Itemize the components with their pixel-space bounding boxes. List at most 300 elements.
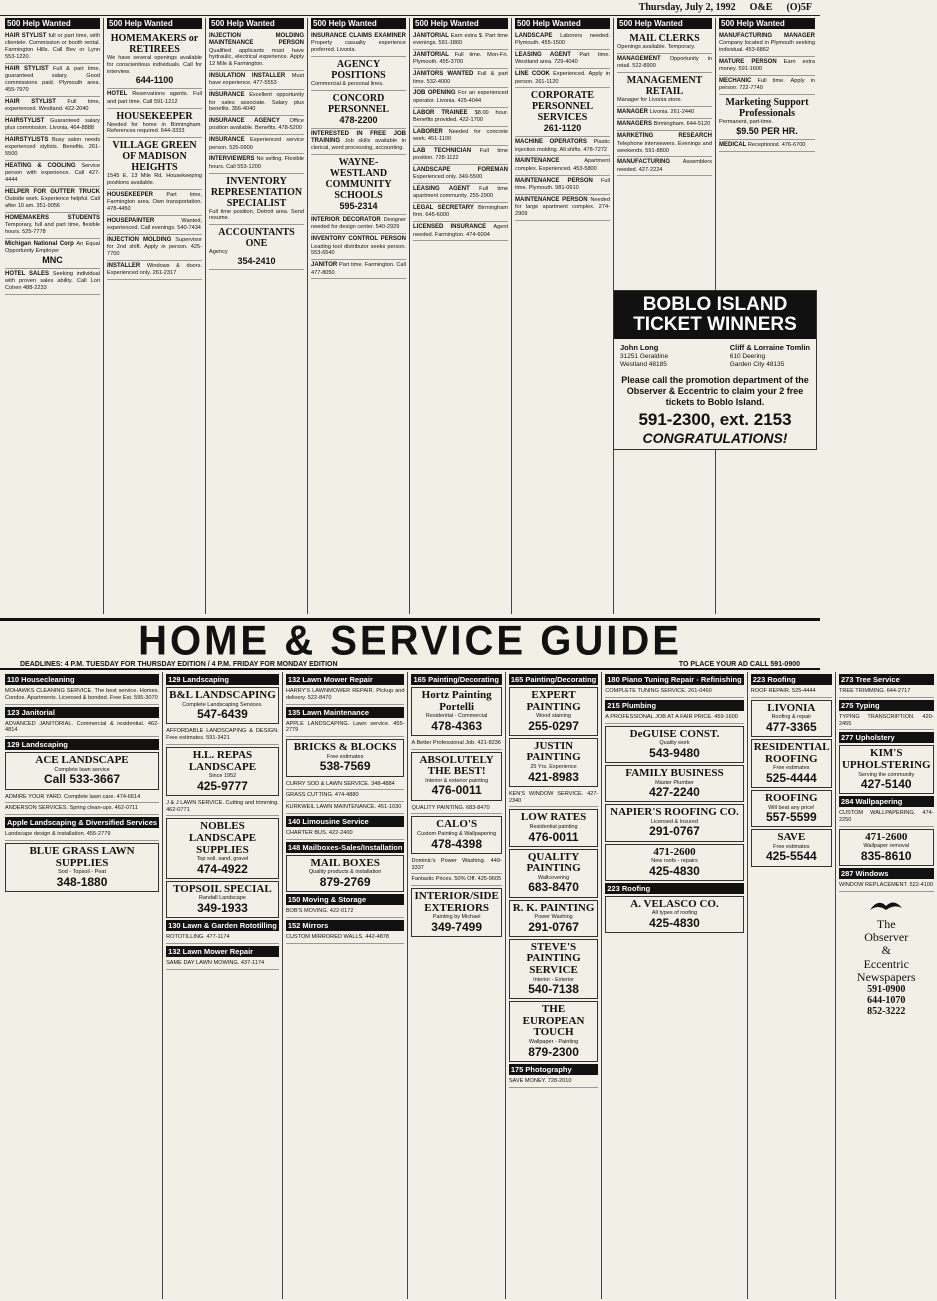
ad-headline: LANDSCAPE FOREMAN <box>413 166 508 173</box>
ad-headline: JANITORS WANTED <box>413 71 478 78</box>
display-ad-phone: Call 533-3667 <box>44 772 121 787</box>
ad-phone: 261-1120 <box>543 123 582 134</box>
service-listing: ADMIRE YOUR YARD. Complete lawn care. 474-6614 <box>5 792 159 804</box>
display-ad <box>751 739 832 788</box>
help-wanted-column <box>512 18 614 614</box>
ad-text: $8.00 hour. Benefits provided. 422-1700 <box>413 109 508 123</box>
classified-ad <box>413 108 508 127</box>
ad-headline: HAIR STYLIST <box>5 33 49 39</box>
ad-text: Busy salon needs experienced stylists. Benefits. 261-5500 <box>5 136 100 157</box>
ad-headline: HAIR STYLIST <box>5 65 53 72</box>
display-ad-phone: 291-0767 <box>649 824 700 839</box>
ad-text: Full & part time, guaranteed salary. Good commissions paid. Plymouth area. 455-7970 <box>5 65 100 93</box>
service-listing: MOHAWKS CLEANING SERVICE. The best service. Homes. Condos. Apartments. Licensed & bonded. Free Est. 595-3070 <box>5 686 159 705</box>
classified-ad <box>107 31 202 89</box>
classified-ad <box>209 174 304 226</box>
ad-display-title: CONCORD PERSONNEL <box>327 92 390 115</box>
service-listing: A PROFESSIONAL JOB AT A FAIR PRICE. 459-1600 <box>605 712 743 724</box>
ad-headline: MANAGERS <box>617 121 654 128</box>
display-ad-phone: 425-4830 <box>649 916 700 931</box>
classified-ad <box>617 31 712 54</box>
winner-2-name: Cliff & Lorraine Tomlin <box>729 342 810 352</box>
service-guide-column <box>748 672 836 1299</box>
classified-ad <box>719 76 815 95</box>
display-ad <box>5 843 159 892</box>
classified-ad <box>311 129 406 155</box>
display-ad-phone: 478-4398 <box>431 836 482 851</box>
header-page: (O)5F <box>786 2 812 13</box>
display-ad <box>509 1001 598 1061</box>
classified-ad <box>617 107 712 119</box>
ad-text: Permanent, part-time. <box>719 119 774 126</box>
display-ad <box>751 700 832 737</box>
section-heading: 500 Help Wanted <box>5 18 100 29</box>
ad-headline: INJECTION MOLDING <box>107 236 176 243</box>
display-ad-text: Wood staining <box>536 713 571 720</box>
classified-ad <box>311 260 406 279</box>
classified-ad <box>719 95 815 140</box>
display-ad-phone: 525-4444 <box>765 770 817 785</box>
ad-text: Temporary, full and part time, flexible hours. 525-7778 <box>5 221 100 235</box>
ad-text: Outside work. Experience helpful. Call after 10 am. 351-9056 <box>5 195 100 209</box>
service-guide-section <box>2 672 934 1299</box>
ad-text: Service person with experience. Call 427-4444 <box>5 162 100 183</box>
ad-text: Full time. Mon-Fri. Plymouth. 455-3700 <box>413 52 508 66</box>
ad-headline: LAB TECHNICIAN <box>413 147 480 154</box>
ad-headline: MEDICAL <box>719 141 748 148</box>
display-ad-phone: 835-8610 <box>860 849 912 864</box>
display-ad-name: DeGUISE CONST. <box>629 727 720 740</box>
classified-ad <box>209 71 304 90</box>
classified-ad <box>413 31 508 50</box>
ad-headline: INVENTORY CONTROL PERSON <box>311 236 406 243</box>
ad-text: Telephone interviewers. Evenings and weekends. 591-8800 <box>617 140 712 154</box>
observer-name-line: Eccentric <box>863 956 909 971</box>
ad-headline: MANAGER <box>617 108 650 115</box>
ad-phone: $9.50 PER HR. <box>736 126 798 136</box>
ad-text: Supervisor for 2nd shift. Apply in person. 425-7700 <box>107 236 202 257</box>
service-listing: QUALITY PAINTING. 683-8470 <box>411 803 501 815</box>
ad-text: Guaranteed salary plus commission. Livonia. 464-8888 <box>5 117 100 131</box>
boblo-congrats: CONGRATULATIONS! <box>642 429 788 446</box>
display-ad <box>751 829 832 866</box>
service-listing: AFFORDABLE LANDSCAPING & DESIGN. Free estimates. 591-3421 <box>166 726 279 745</box>
classified-ad <box>719 140 815 152</box>
ad-headline: INSURANCE <box>209 137 250 144</box>
classified-ad <box>413 184 508 203</box>
ad-headline: LABORER <box>413 128 449 135</box>
ad-text: Reservations agents. Full and part time. Call 591-1212 <box>107 91 202 105</box>
observer-phone: 852-3222 <box>867 1006 906 1018</box>
ad-headline: INTERVIEWERS <box>209 156 257 163</box>
display-ad-name: SAVE <box>777 831 806 844</box>
display-ad-text: All types of roofing <box>651 910 698 917</box>
ad-text: Property casualty experience preferred. Livonia. <box>311 40 406 54</box>
display-ad-phone: 349-7499 <box>431 919 482 934</box>
help-wanted-column <box>410 18 512 614</box>
display-ad-name: KIM'S UPHOLSTERING <box>841 747 931 771</box>
category-heading: 275 Typing <box>839 700 934 711</box>
ad-headline: HOUSEKEEPER <box>107 191 167 198</box>
display-ad-phone: 349-1933 <box>197 901 248 916</box>
ad-text: Designer needed for design center. 540-2929 <box>311 217 406 231</box>
display-ad-name: ROOFING <box>765 792 818 805</box>
ad-text: For an experienced operator. Livonia. 425-4044 <box>413 90 509 104</box>
service-listing: WINDOW REPLACEMENT. 522-4100 <box>839 880 934 892</box>
classified-ad <box>209 135 304 154</box>
classified-ad <box>107 138 202 190</box>
display-ad <box>166 747 279 796</box>
ad-headline: INSULATION INSTALLER <box>209 73 292 80</box>
ad-text: Job skills available in clerical, word processing, accounting. <box>311 138 407 152</box>
display-ad <box>509 900 598 937</box>
help-wanted-column <box>206 18 308 614</box>
display-ad-text: Will beat any price! <box>768 804 815 811</box>
ad-text: No selling. Flexible hours. Call 553-1200 <box>209 156 305 170</box>
ad-text: Earn extra money. 591-1600 <box>719 58 815 73</box>
section-heading: 500 Help Wanted <box>617 18 712 29</box>
category-heading: 123 Janitorial <box>5 707 159 718</box>
classified-ad <box>311 155 406 215</box>
classified-ad <box>5 135 100 161</box>
ad-headline: MANAGEMENT <box>617 55 670 62</box>
service-guide-column <box>283 672 409 1299</box>
ad-display-title: Marketing Support Professionals <box>725 97 809 120</box>
display-ad-text: Top soil, sand, gravel <box>196 856 249 863</box>
service-listing: TREE TRIMMING. 644-2717 <box>839 686 934 698</box>
classified-ad <box>209 154 304 173</box>
display-ad-name: 471-2600 <box>865 830 908 843</box>
classified-ad <box>719 57 815 76</box>
category-heading: 135 Lawn Maintenance <box>286 707 405 718</box>
classified-ad <box>515 50 610 69</box>
ad-headline: HOUSEPAINTER <box>107 217 182 224</box>
ad-headline: MARKETING RESEARCH <box>617 133 712 140</box>
display-ad-text: Serving the community <box>858 771 915 778</box>
category-heading: 132 Lawn Mower Repair <box>166 946 279 957</box>
display-ad-name: NOBLES LANDSCAPE SUPPLIES <box>188 820 257 856</box>
service-listing: BOB'S MOVING. 422-0172 <box>286 906 405 918</box>
ad-display-title: MAIL CLERKS <box>629 33 700 44</box>
category-heading: 175 Photography <box>509 1064 598 1075</box>
ad-text: Part time. Farmington. Call 477-8050 <box>311 262 406 276</box>
category-heading: 148 Mailboxes-Sales/Installation <box>287 842 403 852</box>
ad-text: Receptionist. 476-6700 <box>747 141 806 148</box>
ad-text: Full & part time. 532-4000 <box>413 71 508 85</box>
ad-display-title: HOUSEKEEPER <box>116 110 193 122</box>
classified-ad <box>311 234 406 260</box>
service-listing: ROTOTILLING. 477-1174 <box>166 932 279 944</box>
winner-2 <box>730 343 810 369</box>
ad-text: Apartment complex. Experienced. 453-5800 <box>515 158 610 172</box>
ad-text: Commercial & personal lines. <box>311 80 384 87</box>
ad-headline: LANDSCAPE <box>515 33 561 39</box>
service-listing: APPLE LANDSCAPING. Lawn service. 455-2779 <box>286 719 405 738</box>
service-listing: Fantastic Prices. 50% Off. 425-9605 <box>411 874 501 886</box>
ad-headline: HOTEL <box>107 91 133 98</box>
display-ad <box>605 804 743 841</box>
display-ad-phone: 421-8983 <box>528 769 579 784</box>
ad-headline: INJECTION MOLDING MAINTENANCE PERSON <box>209 33 304 47</box>
classified-ad <box>413 222 508 241</box>
display-ad-phone: 476-0011 <box>528 829 579 844</box>
classified-ad <box>413 88 508 107</box>
observer-eccentric-logo <box>839 894 934 1017</box>
classified-ad <box>209 90 304 116</box>
display-ad-text: Wallpaper removal <box>863 843 910 850</box>
display-ad-phone: 540-7138 <box>528 982 579 997</box>
display-ad-text: Painting by Michael <box>432 914 481 921</box>
display-ad-name: STEVE'S PAINTING SERVICE <box>526 940 581 976</box>
classified-ad <box>5 116 100 135</box>
service-guide-column <box>836 672 937 1299</box>
display-ad-text: Master Plumber <box>655 779 694 786</box>
ad-headline: JOB OPENING <box>413 90 459 97</box>
display-ad-text: New roofs - repairs <box>651 858 698 865</box>
display-ad-name: LIVONIA <box>767 701 816 714</box>
ad-text: Excellent opportunity for sales associate. Salary plus benefits. 356-4040 <box>209 92 304 113</box>
display-ad-text: Free estimates <box>326 753 364 760</box>
display-ad-phone: 255-0297 <box>528 718 579 733</box>
service-listing: COMPLETE TUNING SERVICE. 261-0460 <box>605 686 743 698</box>
service-listing: Dominic's Power Washing. 449-3337 <box>411 856 501 875</box>
section-heading: 500 Help Wanted <box>107 18 202 29</box>
ad-text: Part time, Farmington area. Own transportation. 478-4450 <box>107 191 202 212</box>
display-ad-name: R. K. PAINTING <box>512 901 595 914</box>
service-listing: CUSTOM WALLPAPERING. 474-2250 <box>839 808 934 827</box>
display-ad-phone: 425-5544 <box>765 849 817 864</box>
ad-headline: Michigan National Corp <box>5 240 77 247</box>
ad-text: Agent needed. Farmington. 474-6004 <box>413 224 508 238</box>
ad-headline: MANUFACTURING MANAGER <box>719 33 815 39</box>
display-ad <box>839 829 934 866</box>
ad-display-title: CORPORATE PERSONNEL SERVICES <box>530 90 595 124</box>
classified-ad <box>209 116 304 135</box>
service-listing: GRASS CUTTING. 474-4880 <box>286 790 405 802</box>
ad-text: Experienced only. 349-5500 <box>413 174 483 181</box>
ad-text: An Equal Opportunity Employer <box>5 240 100 254</box>
display-ad-text: Interior - Exterior <box>533 976 575 983</box>
display-ad <box>605 844 743 881</box>
display-ad-name: H.L. REPAS LANDSCAPE <box>188 748 257 773</box>
classified-ad <box>515 137 610 156</box>
ad-headline: MECHANIC <box>719 78 758 85</box>
ad-phone: 478-2200 <box>339 114 378 125</box>
display-ad-name: B&L LANDSCAPING <box>169 689 276 701</box>
display-ad <box>509 939 598 999</box>
display-ad-text: Roofing & repair <box>771 714 812 721</box>
ad-text: Needed for home in Birmingham. References required. 644-3333 <box>107 121 202 135</box>
category-heading: 165 Painting/Decorating <box>411 674 501 685</box>
display-ad-phone: 291-0767 <box>528 919 579 934</box>
category-heading: 273 Tree Service <box>839 674 934 685</box>
display-ad <box>509 849 598 898</box>
classified-ad <box>413 165 508 184</box>
display-ad-phone: 427-2240 <box>649 785 700 800</box>
ad-text: Agency <box>209 249 228 256</box>
category-heading: 150 Moving & Storage <box>286 894 405 905</box>
service-listing: A Better Professional Job. 421-8236 <box>411 738 501 750</box>
category-heading: 152 Mirrors <box>286 920 405 931</box>
winner-2-city: Garden City 48135 <box>729 361 785 369</box>
category-heading: 129 Landscaping <box>166 674 279 685</box>
ad-headline: HEATING & COOLING <box>5 162 82 169</box>
ad-text: Office position available. Benefits. 478-5200 <box>209 118 304 132</box>
ad-text: Birmingham firm. 645-6000 <box>413 205 508 219</box>
display-ad-text: Power Washing <box>534 914 573 921</box>
display-ad-phone: 543-9480 <box>649 745 700 760</box>
classified-ad <box>5 269 100 295</box>
ad-headline: JANITORIAL <box>413 52 455 59</box>
classified-ad <box>5 64 100 97</box>
ad-text: Leading tool distributor seeks person. 553-6540 <box>311 243 406 257</box>
observer-name-line: Newspapers <box>856 969 916 984</box>
display-ad <box>166 881 279 918</box>
display-ad-phone: 879-2300 <box>528 1044 579 1059</box>
display-ad <box>411 752 501 801</box>
service-guide-column <box>506 672 602 1299</box>
ad-headline: MACHINE OPERATORS <box>515 139 594 146</box>
display-ad <box>605 896 743 933</box>
ad-text: Laborers needed. Plymouth. 455-1500 <box>515 33 610 47</box>
observer-name-line: The <box>876 917 896 932</box>
display-ad-name: Hortz Painting Portelli <box>421 689 492 713</box>
ad-text: full or part time, with clientele. Commission or booth rental. Farmington Hills. Call Bev or Lynn 553-1220. <box>5 33 100 60</box>
guide-title: HOME & SERVICE GUIDE <box>138 617 682 665</box>
ad-headline: LINE COOK <box>515 71 554 78</box>
classified-ad <box>515 88 610 137</box>
observer-name-line: & <box>881 943 891 958</box>
display-ad-name: BLUE GRASS LAWN SUPPLIES <box>29 845 135 869</box>
display-ad <box>166 818 279 878</box>
help-wanted-column <box>308 18 410 614</box>
boblo-message: Please call the promotion department of the Observer & Eccentric to claim your 2 free tickets to Boblo Island. <box>621 375 809 407</box>
classified-ad <box>107 261 202 280</box>
ad-headline: HAIR STYLIST <box>5 98 68 105</box>
service-listing: CHARTER BUS. 422-2400 <box>286 828 405 840</box>
winner-1 <box>620 343 668 369</box>
winner-1-address: 31251 Geraldine <box>620 353 669 360</box>
guide-deadline: DEADLINES: 4 P.M. TUESDAY FOR THURSDAY EDITION / 4 P.M. FRIDAY FOR MONDAY EDITION <box>20 661 338 668</box>
ad-text: Full time position. 728-1122 <box>413 147 508 162</box>
display-ad-name: CALO'S <box>436 818 478 831</box>
section-heading: 500 Help Wanted <box>311 18 406 29</box>
display-ad-text: Since 1952 <box>208 773 237 780</box>
service-listing: CURRY SOD & LAWN SERVICE. 348-4884 <box>286 779 405 791</box>
display-ad-phone: 425-9777 <box>197 778 248 793</box>
service-listing: KEN'S WINDOW SERVICE. 427-2340 <box>509 789 598 808</box>
classified-ad <box>5 161 100 187</box>
ad-display-title: WAYNE-WESTLAND COMMUNITY SCHOOLS <box>325 157 392 202</box>
classified-ad <box>515 195 610 221</box>
classified-ad <box>413 203 508 222</box>
display-ad-phone: 879-2769 <box>319 874 371 889</box>
ad-text: Wanted, experienced. Call evenings. 540-7434 <box>107 217 202 232</box>
classified-ad <box>311 215 406 234</box>
display-ad-text: Licensed & Insured <box>650 818 699 825</box>
section-heading: 500 Help Wanted <box>719 18 815 29</box>
observer-name-line: Observer <box>864 930 909 945</box>
display-ad-text: Quality products & installation <box>308 869 382 876</box>
display-ad-phone: 557-5599 <box>765 810 817 825</box>
classified-ad <box>107 109 202 139</box>
classified-ad <box>5 213 100 239</box>
category-heading: 284 Wallpapering <box>839 796 934 807</box>
ad-text: Experienced service person. 525-0900 <box>209 137 304 151</box>
category-heading: 130 Lawn & Garden Rototilling <box>168 921 277 931</box>
display-ad-phone: 474-4922 <box>197 861 248 876</box>
service-listing: SAVE MONEY. 728-2010 <box>509 1076 598 1088</box>
ad-headline: INSURANCE CLAIMS EXAMINER <box>311 33 406 39</box>
category-heading: 110 Housecleaning <box>5 674 159 685</box>
ad-headline: MAINTENANCE PERSON <box>515 177 601 184</box>
classified-ad <box>209 31 304 71</box>
ad-display-title: MANAGEMENT RETAIL <box>626 74 703 97</box>
display-ad-text: Quality work <box>659 740 690 747</box>
display-ad <box>509 687 598 736</box>
display-ad-text: Custom Painting & Wallpapering <box>417 830 497 837</box>
category-heading: 287 Windows <box>839 868 934 879</box>
service-guide-column <box>602 672 747 1299</box>
ad-text: Openings available. Temporary. <box>617 44 696 50</box>
display-ad-text: Residential - Commercial <box>425 713 488 720</box>
service-listing: SAME DAY LAWN MOWING. 437-1174 <box>166 958 279 970</box>
classified-ad <box>617 131 712 157</box>
classified-ad <box>5 97 100 116</box>
page-header <box>0 0 820 16</box>
guide-place-ad: TO PLACE YOUR AD CALL 591-0900 <box>678 661 800 668</box>
classified-ad <box>107 190 202 216</box>
display-ad-text: Wallpaper - Painting <box>528 1038 579 1045</box>
observer-phone: 591-0900 <box>867 984 906 996</box>
ad-headline: LEGAL SECRETARY <box>413 205 479 212</box>
display-ad-phone: 683-8470 <box>528 880 579 895</box>
display-ad-name: FAMILY BUSINESS <box>625 766 724 779</box>
display-ad-text: Wallcovering <box>537 874 570 881</box>
category-heading: 129 Landscaping <box>5 739 159 750</box>
ad-headline: LEASING AGENT <box>515 52 580 59</box>
ad-text: 1545 E. 13 Mile Rd. Housekeeping positions available. <box>107 173 202 186</box>
ad-text: Needed for large apartment complex. 274-2909 <box>515 196 610 217</box>
ad-headline: HAIRSTYLISTS <box>5 136 52 143</box>
classified-ad <box>107 89 202 108</box>
display-ad-name: TOPSOIL SPECIAL <box>173 882 272 895</box>
ad-text: Full time, experienced. Westland. 422-2040 <box>5 98 100 112</box>
classified-ad <box>107 216 202 235</box>
ad-headline: INTERESTED IN FREE JOB TRAINING <box>311 130 406 145</box>
ad-headline: LEASING AGENT <box>413 186 480 192</box>
ad-headline: MATURE PERSON <box>719 58 784 65</box>
ad-phone: MNC <box>42 254 63 265</box>
section-heading: 500 Help Wanted <box>413 18 508 29</box>
ad-text: Seeking individual with proven sales ability. Call Lori Cohen 488-2233 <box>5 270 101 291</box>
display-ad-name: A. VELASCO CO. <box>630 897 719 910</box>
classified-ad <box>515 176 610 195</box>
ad-headline: MANUFACTURING <box>617 159 683 166</box>
ad-headline: INSTALLER <box>107 262 147 269</box>
category-heading: 277 Upholstery <box>839 732 934 743</box>
display-ad-phone: 477-3365 <box>765 719 817 734</box>
ad-headline: MAINTENANCE <box>515 158 585 165</box>
help-wanted-column <box>2 18 104 614</box>
display-ad-name: ACE LANDSCAPE <box>35 754 129 767</box>
display-ad-phone: 476-0011 <box>431 783 482 798</box>
classified-ad <box>413 127 508 146</box>
winner-1-city: Westland 48185 <box>620 361 667 369</box>
display-ad-text: Complete lawn service <box>54 766 110 773</box>
display-ad-text: Randall Landscape <box>198 895 246 902</box>
classified-ad <box>5 31 100 64</box>
